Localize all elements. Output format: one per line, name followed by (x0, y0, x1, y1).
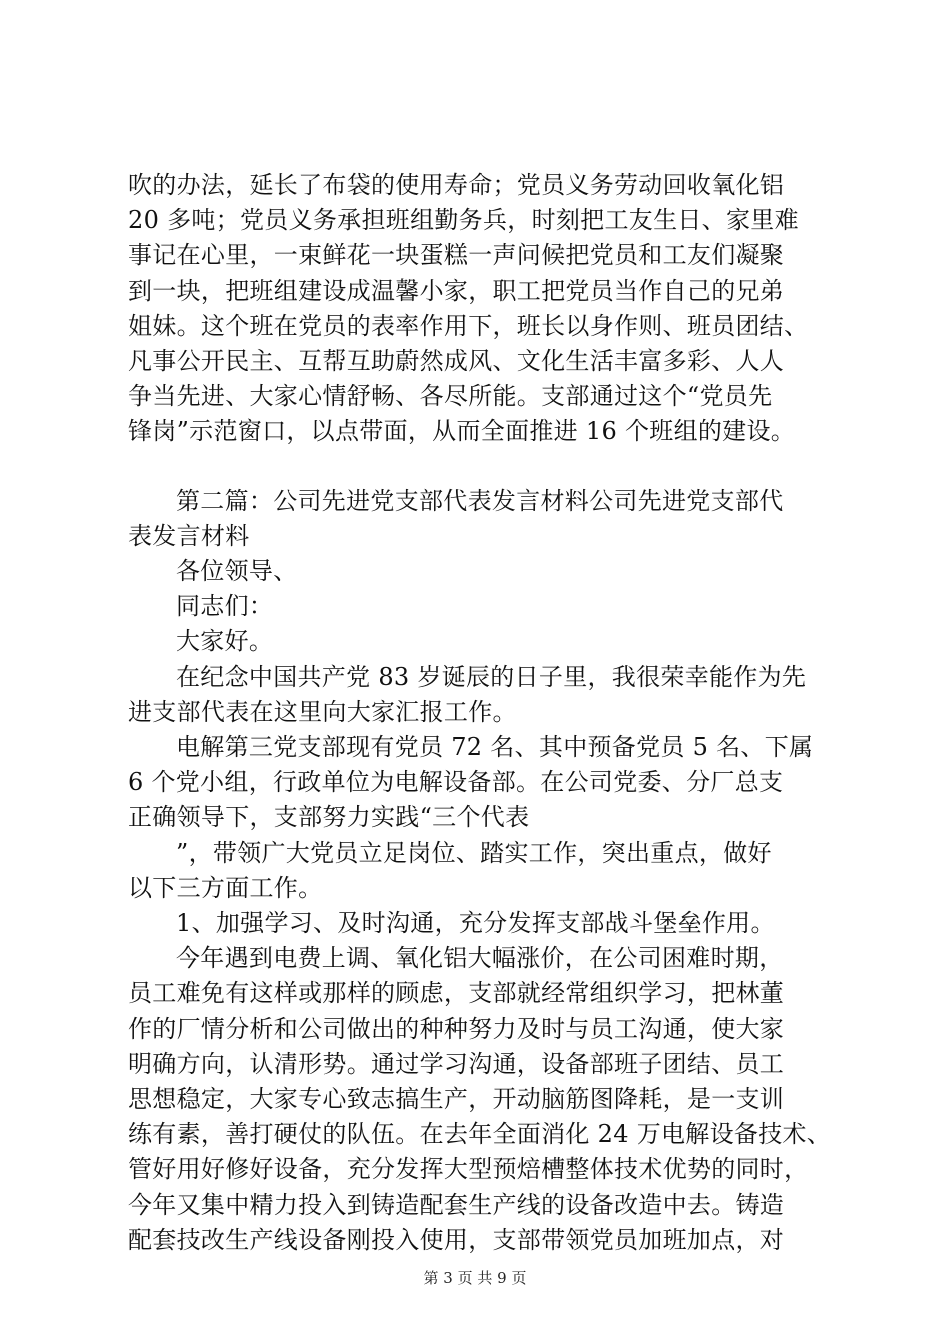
section-heading-line: 表发言材料 (128, 522, 250, 550)
text-line: 配套技改生产线设备刚投入使用，支部带领党员加班加点，对 (128, 1226, 785, 1254)
text-line: 20 多吨；党员义务承担班组勤务兵，时刻把工友生日、家里难 (128, 206, 799, 234)
text-line: 事记在心里，一束鲜花一块蛋糕一声问候把党员和工友们凝聚 (128, 241, 785, 269)
text-line: 明确方向，认清形势。通过学习沟通，设备部班子团结、员工 (128, 1050, 785, 1078)
text-line: 电解第三党支部现有党员 72 名、其中预备党员 5 名、下属 (176, 733, 814, 761)
section-heading-line: 第二篇：公司先进党支部代表发言材料公司先进党支部代 (176, 487, 784, 515)
text-line: 练有素，善打硬仗的队伍。在去年全面消化 24 万电解设备技术、 (128, 1120, 832, 1148)
text-line: 思想稳定，大家专心致志搞生产，开动脑筋图降耗，是一支训 (128, 1085, 785, 1113)
text-line: 吹的办法，延长了布袋的使用寿命；党员义务劳动回收氧化铝 (128, 171, 785, 199)
text-line: 员工难免有这样或那样的顾虑，支部就经常组织学习，把林董 (128, 979, 785, 1007)
text-line: 在纪念中国共产党 83 岁诞辰的日子里，我很荣幸能作为先 (176, 663, 807, 691)
text-line: 6 个党小组，行政单位为电解设备部。在公司党委、分厂总支 (128, 768, 784, 796)
text-line: 今年又集中精力投入到铸造配套生产线的设备改造中去。铸造 (128, 1191, 785, 1219)
salutation-line: 同志们： (176, 592, 274, 620)
text-line: 到一块，把班组建设成温馨小家，职工把党员当作自己的兄弟 (128, 277, 785, 305)
text-line: 今年遇到电费上调、氧化铝大幅涨价，在公司困难时期， (176, 944, 784, 972)
text-line: 进支部代表在这里向大家汇报工作。 (128, 698, 517, 726)
greeting-line: 大家好。 (176, 627, 274, 655)
text-line: 管好用好修好设备，充分发挥大型预焙槽整体技术优势的同时， (128, 1155, 809, 1183)
page-footer: 第 3 页 共 9 页 (423, 1269, 527, 1287)
text-line: 以下三方面工作。 (128, 874, 323, 902)
text-line: 凡事公开民主、互帮互助蔚然成风、文化生活丰富多彩、人人 (128, 347, 785, 375)
text-line: ”，带领广大党员立足岗位、踏实工作，突出重点，做好 (176, 839, 772, 867)
text-line: 正确领导下，支部努力实践“三个代表 (128, 803, 530, 831)
numbered-heading-line: 1、加强学习、及时沟通，充分发挥支部战斗堡垒作用。 (176, 909, 775, 937)
text-line: 争当先进、大家心情舒畅、各尽所能。支部通过这个“党员先 (128, 382, 773, 410)
salutation-line: 各位领导、 (176, 557, 298, 585)
text-line: 姐妹。这个班在党员的表率作用下，班长以身作则、班员团结、 (128, 312, 809, 340)
text-line: 锋岗”示范窗口，以点带面，从而全面推进 16 个班组的建设。 (128, 417, 796, 445)
text-line: 作的厂情分析和公司做出的种种努力及时与员工沟通，使大家 (128, 1015, 785, 1043)
